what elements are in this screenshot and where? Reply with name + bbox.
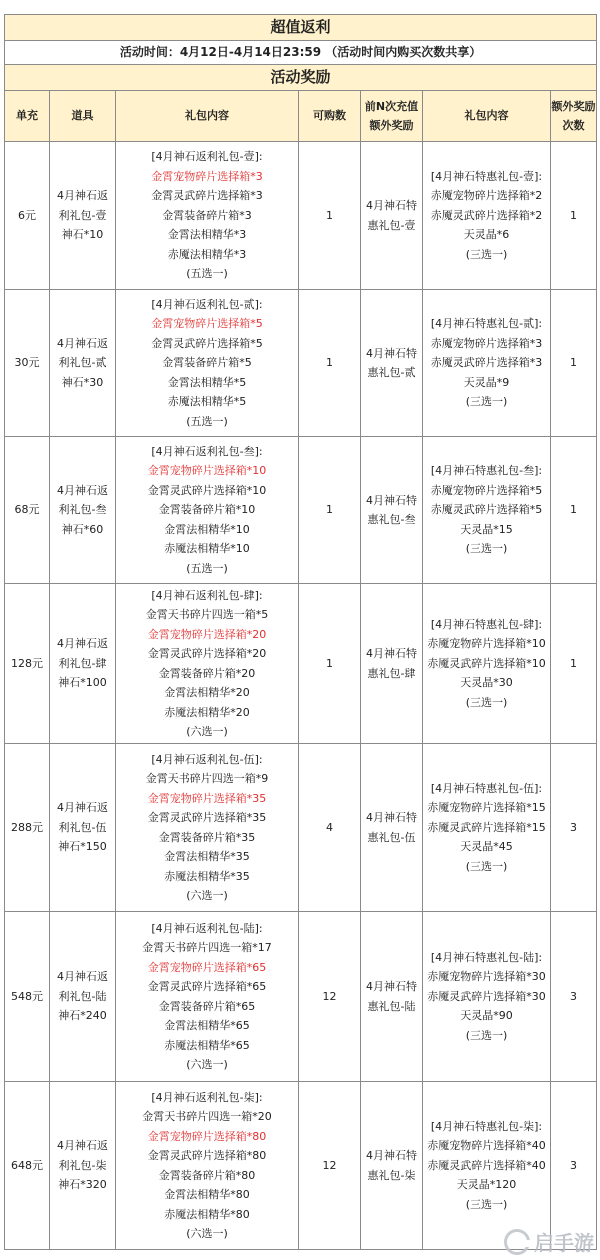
extra-reward-cell	[361, 744, 423, 912]
gift-line-highlight: 金霄宠物碎片选择箱*5	[151, 317, 263, 331]
item-cell	[50, 290, 116, 437]
extra-gift-line: (三选一)	[465, 695, 508, 709]
buy-count-cell: 1	[299, 290, 361, 437]
gift-line: 金霄天书碎片四选一箱*17	[142, 941, 272, 954]
gift-title: [4月神石返利礼包-贰]:	[151, 297, 263, 311]
extra-gift-line: 赤魇灵武碎片选择箱*3	[430, 356, 543, 370]
gift-line: 赤魇法相精华*10	[164, 542, 250, 556]
buy-count-cell: 12	[299, 912, 361, 1082]
extra-gift-line: 天灵晶*120	[456, 1178, 517, 1192]
gift-line: 赤魇法相精华*35	[164, 869, 250, 883]
item-line: 神石*240	[58, 1009, 107, 1023]
extra-gift-title: [4月神石特惠礼包-贰]:	[430, 317, 543, 331]
buy-count-cell: 12	[299, 1082, 361, 1250]
gift-content-cell	[116, 142, 299, 290]
extra-gift-line: 赤魇灵武碎片选择箱*2	[430, 208, 543, 222]
extra-gift-line: 赤魇宠物碎片选择箱*3	[430, 336, 543, 350]
extra-gift-line: (三选一)	[465, 1197, 508, 1211]
item-cell	[50, 744, 116, 912]
extra-gift-content-cell	[423, 1082, 551, 1250]
extra-gift-line: 赤魇宠物碎片选择箱*40	[427, 1139, 546, 1153]
table-row	[5, 290, 597, 437]
item-line: 神石*100	[58, 676, 107, 690]
buy-count-cell: 1	[299, 437, 361, 584]
gift-line: 金霄装备碎片箱*3	[162, 208, 252, 222]
extra-gift-title: [4月神石特惠礼包-伍]:	[430, 781, 543, 795]
gift-line: 金霄天书碎片四选一箱*20	[142, 1110, 272, 1123]
gift-line-highlight: 金霄宠物碎片选择箱*80	[147, 1129, 267, 1143]
gift-line-highlight: 金霄宠物碎片选择箱*20	[147, 627, 267, 641]
item-line: 利礼包-陆	[58, 989, 107, 1003]
price-cell: 128元	[5, 584, 50, 744]
item-line: 4月神石返	[57, 483, 108, 497]
extra-gift-title: [4月神石特惠礼包-陆]:	[430, 950, 543, 964]
gift-line: 金霄装备碎片箱*20	[158, 666, 256, 680]
watermark-logo-icon	[504, 1229, 530, 1255]
extra-gift-line: 赤魇灵武碎片选择箱*5	[430, 503, 543, 517]
gift-line: 金霄装备碎片箱*35	[158, 830, 256, 844]
header-extra-reward-line2: 额外奖励	[369, 119, 414, 132]
table-row	[5, 1082, 597, 1250]
gift-title: [4月神石返利礼包-伍]:	[151, 752, 263, 766]
page-title: 超值返利	[5, 15, 597, 41]
item-line: 4月神石返	[57, 189, 108, 203]
buy-count-cell: 1	[299, 584, 361, 744]
table-header-row	[5, 91, 597, 142]
table-row	[5, 912, 597, 1082]
gift-line: 金霄法相精华*65	[164, 1019, 250, 1032]
extra-reward-line: 4月神石特	[366, 980, 417, 993]
rebate-table	[4, 14, 597, 1250]
gift-line: 金霄装备碎片箱*10	[158, 503, 256, 517]
header-extra-times	[551, 91, 597, 142]
item-cell	[50, 1082, 116, 1250]
extra-gift-line: (三选一)	[465, 247, 508, 261]
header-item: 道具	[50, 91, 116, 142]
item-line: 神石*320	[58, 1178, 107, 1192]
item-cell	[50, 142, 116, 290]
extra-gift-line: 赤魇宠物碎片选择箱*10	[427, 637, 546, 651]
header-extra-times-line2: 次数	[562, 119, 585, 132]
extra-reward-line: 4月神石特	[366, 493, 417, 507]
price-cell: 30元	[5, 290, 50, 437]
extra-gift-line: 天灵晶*90	[460, 1009, 513, 1023]
item-line: 4月神石返	[57, 637, 108, 651]
item-line: 神石*10	[61, 228, 104, 242]
item-line: 利礼包-壹	[58, 208, 107, 222]
extra-gift-line: 天灵晶*45	[460, 840, 513, 854]
site-watermark	[504, 1227, 594, 1256]
extra-gift-content-cell	[423, 290, 551, 437]
header-price: 单充	[5, 91, 50, 142]
extra-reward-line: 4月神石特	[366, 346, 417, 360]
gift-line: 金霄灵武碎片选择箱*80	[147, 1149, 267, 1162]
gift-line: 金霄灵武碎片选择箱*20	[147, 647, 267, 660]
extra-reward-cell	[361, 142, 423, 290]
gift-line: (六选一)	[186, 1058, 228, 1071]
item-cell	[50, 912, 116, 1082]
gift-content-cell	[116, 290, 299, 437]
extra-gift-title: [4月神石特惠礼包-叁]:	[430, 464, 543, 478]
extra-reward-line: 4月神石特	[366, 811, 417, 824]
extra-reward-line: 惠礼包-贰	[367, 366, 416, 379]
extra-reward-cell	[361, 584, 423, 744]
extra-reward-cell	[361, 912, 423, 1082]
gift-line: 金霄灵武碎片选择箱*35	[147, 811, 267, 824]
table-row	[5, 584, 597, 744]
extra-times-cell: 1	[551, 437, 597, 584]
gift-line: 赤魇法相精华*5	[167, 395, 247, 409]
extra-gift-title: [4月神石特惠礼包-肆]:	[430, 617, 543, 631]
extra-gift-content-cell	[423, 142, 551, 290]
item-cell	[50, 584, 116, 744]
gift-line-highlight: 金霄宠物碎片选择箱*35	[147, 791, 267, 805]
item-line: 4月神石返	[57, 801, 108, 815]
gift-line: 金霄灵武碎片选择箱*65	[147, 980, 267, 993]
gift-line: 金霄灵武碎片选择箱*5	[151, 336, 263, 350]
gift-title: [4月神石返利礼包-陆]:	[151, 921, 263, 935]
gift-line: 金霄装备碎片箱*5	[162, 356, 252, 370]
gift-title: [4月神石返利礼包-壹]:	[151, 150, 263, 164]
extra-gift-line: (三选一)	[465, 859, 508, 873]
extra-times-cell: 3	[551, 1082, 597, 1250]
extra-gift-line: 赤魇灵武碎片选择箱*15	[427, 820, 546, 834]
item-line: 利礼包-肆	[58, 656, 107, 670]
gift-content-cell	[116, 744, 299, 912]
item-line: 神石*30	[61, 375, 104, 389]
gift-line: (六选一)	[186, 725, 228, 738]
extra-gift-line: 天灵晶*6	[463, 228, 510, 242]
extra-reward-line: 4月神石特	[366, 647, 417, 660]
gift-line: 金霄法相精华*35	[164, 850, 250, 863]
price-cell: 6元	[5, 142, 50, 290]
extra-reward-line: 惠礼包-伍	[367, 830, 416, 844]
gift-title: [4月神石返利礼包-肆]:	[151, 588, 263, 602]
header-gift-content: 礼包内容	[116, 91, 299, 142]
gift-content-cell	[116, 437, 299, 584]
header-extra-reward-line1: 前N次充值	[364, 99, 419, 113]
extra-gift-line: (三选一)	[465, 542, 508, 556]
gift-line-highlight: 金霄宠物碎片选择箱*3	[151, 169, 263, 183]
rewards-title: 活动奖励	[5, 65, 597, 91]
extra-reward-line: 惠礼包-壹	[367, 218, 416, 232]
price-cell: 648元	[5, 1082, 50, 1250]
header-extra-times-line1: 额外奖励	[551, 99, 596, 113]
price-cell: 288元	[5, 744, 50, 912]
gift-content-cell	[116, 584, 299, 744]
gift-content-cell	[116, 1082, 299, 1250]
gift-line: 金霄装备碎片箱*80	[158, 1168, 256, 1182]
gift-line-highlight: 金霄宠物碎片选择箱*10	[147, 464, 267, 478]
extra-gift-line: (三选一)	[465, 1028, 508, 1042]
item-cell	[50, 437, 116, 584]
extra-times-cell: 3	[551, 912, 597, 1082]
item-line: 神石*60	[61, 522, 104, 536]
gift-line: 赤魇法相精华*80	[164, 1207, 250, 1221]
extra-gift-content-cell	[423, 912, 551, 1082]
header-extra-reward	[361, 91, 423, 142]
extra-reward-line: 惠礼包-肆	[367, 666, 416, 680]
gift-line: (六选一)	[186, 1227, 228, 1240]
gift-line: 赤魇法相精华*65	[164, 1038, 250, 1052]
extra-reward-line: 惠礼包-柒	[367, 1168, 416, 1182]
extra-reward-line: 惠礼包-叁	[367, 513, 416, 526]
gift-line: 金霄法相精华*5	[167, 375, 247, 389]
extra-times-cell: 1	[551, 584, 597, 744]
price-cell: 68元	[5, 437, 50, 584]
header-buy-count: 可购数	[299, 91, 361, 142]
extra-gift-title: [4月神石特惠礼包-壹]:	[430, 169, 543, 183]
buy-count-cell: 1	[299, 142, 361, 290]
price-cell: 548元	[5, 912, 50, 1082]
extra-gift-content-cell	[423, 744, 551, 912]
extra-gift-line: 赤魇灵武碎片选择箱*10	[427, 656, 546, 670]
extra-reward-cell	[361, 437, 423, 584]
extra-gift-content-cell	[423, 584, 551, 744]
gift-title: [4月神石返利礼包-叁]:	[151, 444, 263, 458]
extra-reward-line: 4月神石特	[366, 1149, 417, 1162]
gift-content-cell	[116, 912, 299, 1082]
gift-line: (六选一)	[186, 889, 228, 902]
extra-gift-line: 赤魇宠物碎片选择箱*2	[430, 189, 543, 203]
extra-gift-line: 赤魇灵武碎片选择箱*30	[427, 989, 546, 1003]
gift-line: 金霄灵武碎片选择箱*10	[147, 483, 267, 497]
extra-reward-line: 4月神石特	[366, 199, 417, 212]
header-gift-content-2: 礼包内容	[423, 91, 551, 142]
extra-times-cell: 3	[551, 744, 597, 912]
gift-line: (五选一)	[186, 561, 228, 575]
extra-gift-line: (三选一)	[465, 395, 508, 409]
activity-time: 活动时间：4月12日-4月14日23:59 （活动时间内购买次数共享）	[5, 41, 597, 65]
table-row	[5, 437, 597, 584]
extra-gift-line: 赤魇宠物碎片选择箱*30	[427, 970, 546, 984]
gift-line: 赤魇法相精华*20	[164, 705, 250, 719]
extra-gift-line: 赤魇宠物碎片选择箱*5	[430, 483, 543, 497]
extra-gift-line: 天灵晶*15	[460, 522, 513, 536]
gift-title: [4月神石返利礼包-柒]:	[151, 1090, 263, 1104]
extra-gift-title: [4月神石特惠礼包-柒]:	[430, 1119, 543, 1133]
item-line: 神石*150	[58, 840, 107, 854]
gift-line: (五选一)	[186, 414, 228, 428]
item-line: 利礼包-贰	[58, 356, 107, 370]
gift-line: 金霄法相精华*80	[164, 1188, 250, 1201]
extra-gift-line: 天灵晶*9	[463, 375, 510, 389]
table-row	[5, 744, 597, 912]
extra-gift-line: 天灵晶*30	[460, 676, 513, 690]
item-line: 4月神石返	[57, 970, 108, 984]
gift-line-highlight: 金霄宠物碎片选择箱*65	[147, 960, 267, 974]
extra-times-cell: 1	[551, 290, 597, 437]
gift-line: 赤魇法相精华*3	[167, 247, 247, 261]
extra-reward-cell	[361, 290, 423, 437]
item-line: 4月神石返	[57, 336, 108, 350]
gift-line: 金霄天书碎片四选一箱*9	[145, 772, 269, 785]
extra-times-cell: 1	[551, 142, 597, 290]
table-row	[5, 142, 597, 290]
gift-line: 金霄法相精华*10	[164, 522, 250, 536]
gift-line: 金霄法相精华*20	[164, 686, 250, 699]
extra-gift-content-cell	[423, 437, 551, 584]
buy-count-cell: 4	[299, 744, 361, 912]
item-line: 4月神石返	[57, 1139, 108, 1153]
gift-line: (五选一)	[186, 267, 228, 281]
item-line: 利礼包-叁	[58, 503, 107, 517]
item-line: 利礼包-柒	[58, 1158, 107, 1172]
extra-reward-cell	[361, 1082, 423, 1250]
extra-gift-line: 赤魇灵武碎片选择箱*40	[427, 1158, 546, 1172]
extra-gift-line: 赤魇宠物碎片选择箱*15	[427, 801, 546, 815]
extra-reward-line: 惠礼包-陆	[367, 999, 416, 1013]
gift-line: 金霄装备碎片箱*65	[158, 999, 256, 1013]
item-line: 利礼包-伍	[58, 820, 107, 834]
gift-line: 金霄法相精华*3	[167, 228, 247, 242]
gift-line: 金霄灵武碎片选择箱*3	[151, 189, 263, 203]
watermark-text: 启手游	[534, 1231, 594, 1255]
gift-line: 金霄天书碎片四选一箱*5	[145, 608, 269, 621]
